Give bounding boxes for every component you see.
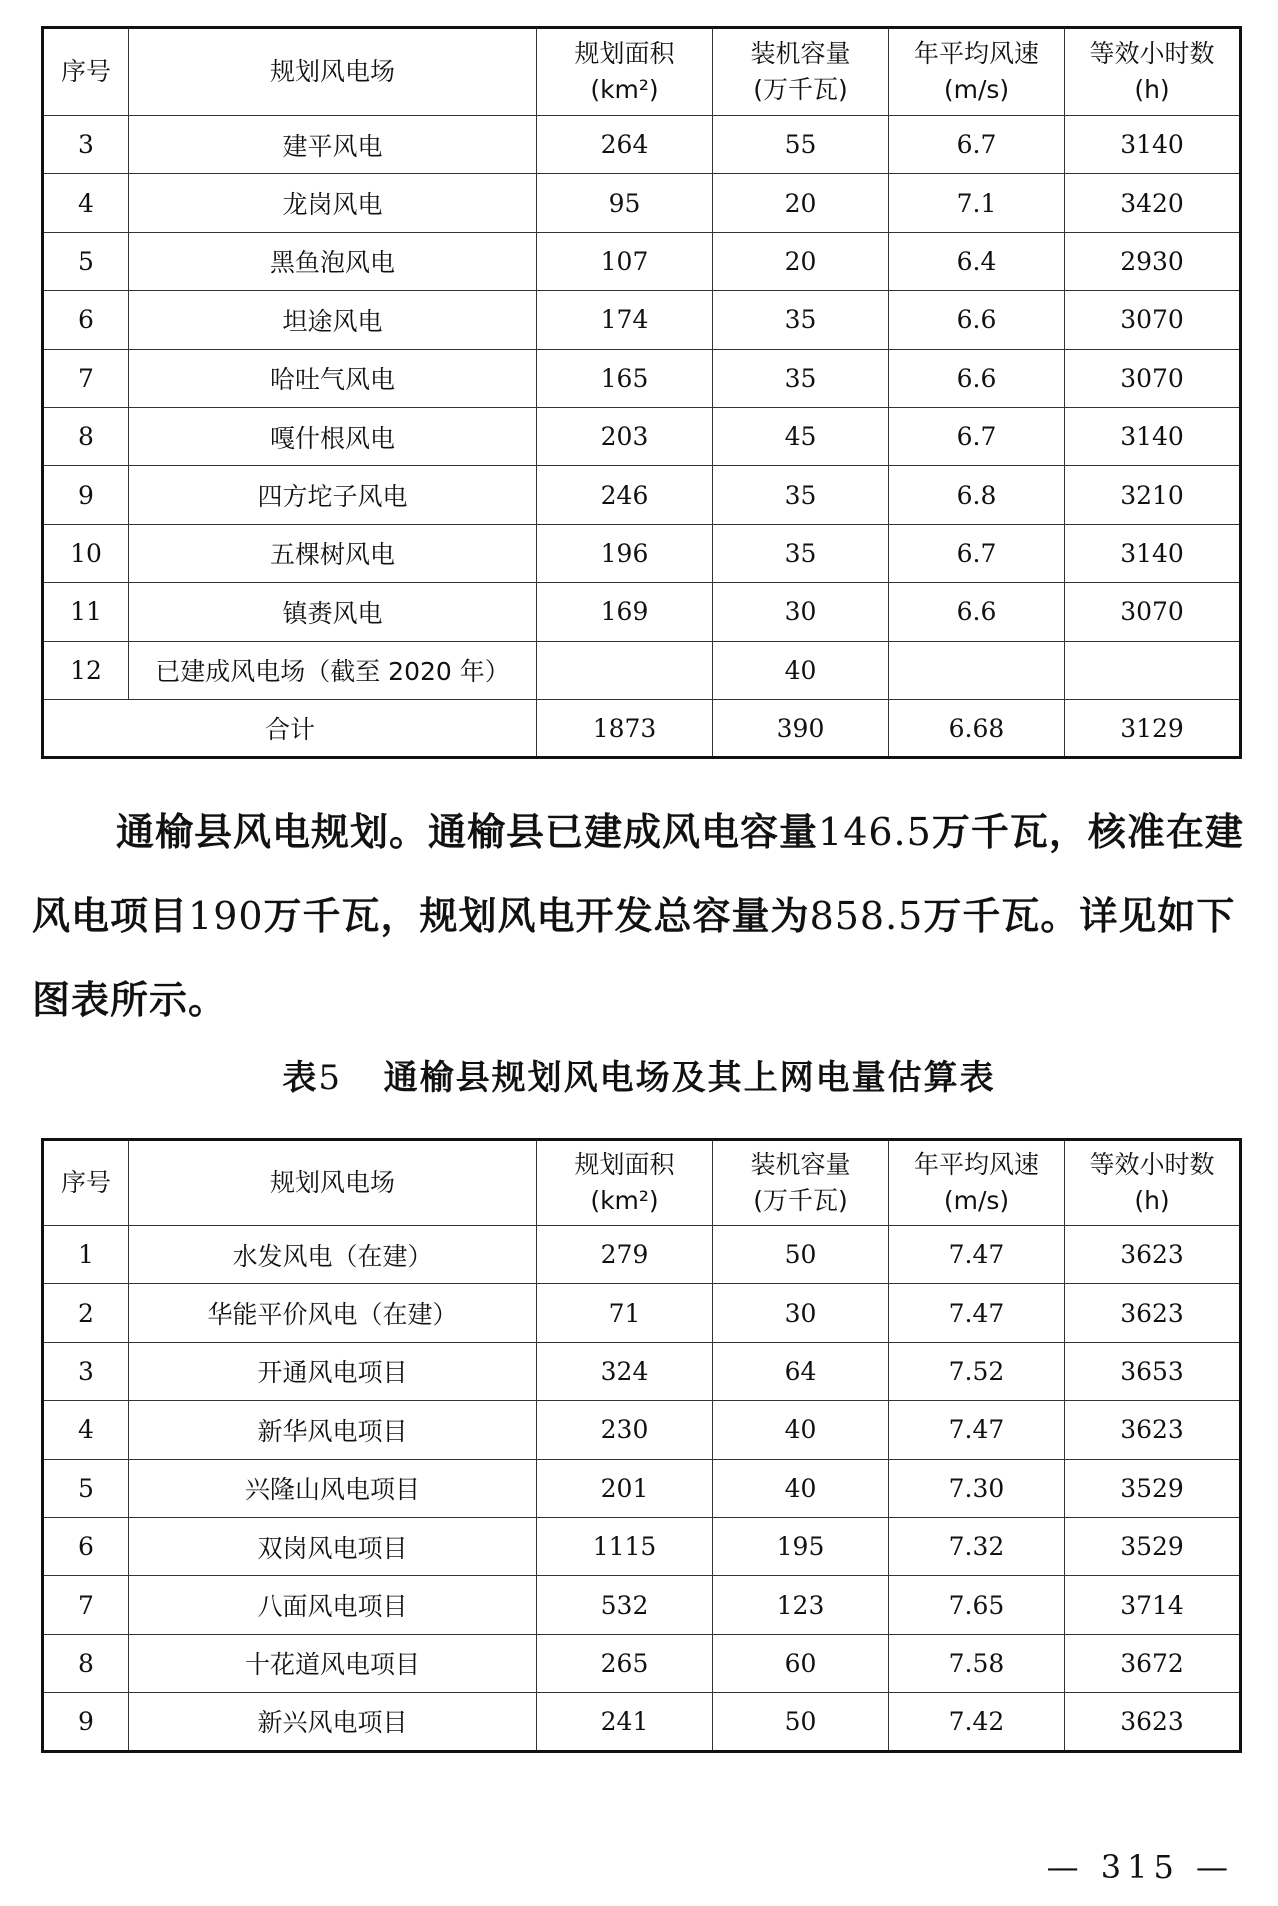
table-row [43, 1634, 1241, 1692]
body-paragraph [32, 790, 1252, 1042]
cell-seq: 11 [43, 583, 129, 641]
table-row [43, 232, 1241, 290]
table-row [43, 407, 1241, 465]
cell-name: 新华风电项目 [129, 1401, 537, 1459]
header-hours [1065, 28, 1241, 116]
cell-speed: 7.52 [889, 1342, 1065, 1400]
cell-area: 169 [537, 583, 713, 641]
cell-seq: 7 [43, 349, 129, 407]
table-row [43, 116, 1241, 174]
table-body [43, 116, 1241, 700]
cell-seq: 9 [43, 466, 129, 524]
cell-area: 230 [537, 1401, 713, 1459]
header-capacity-unit: (万千瓦) [753, 1186, 848, 1215]
header-hours-label: 等效小时数 [1089, 1150, 1215, 1179]
cell-seq: 8 [43, 1634, 129, 1692]
cell-capacity: 35 [713, 524, 889, 582]
table-header-row [43, 28, 1241, 116]
header-hours-unit: (h) [1134, 75, 1170, 104]
cell-area: 324 [537, 1342, 713, 1400]
cell-name: 华能平价风电（在建） [129, 1284, 537, 1342]
cell-name: 四方坨子风电 [129, 466, 537, 524]
cell-capacity: 45 [713, 407, 889, 465]
cell-seq: 5 [43, 232, 129, 290]
cell-seq: 10 [43, 524, 129, 582]
cell-speed: 6.6 [889, 291, 1065, 349]
cell-speed: 7.32 [889, 1517, 1065, 1575]
para-number-2: 190 [188, 894, 264, 938]
cell-seq: 8 [43, 407, 129, 465]
cell-speed: 7.47 [889, 1401, 1065, 1459]
header-area-unit: (km²) [590, 75, 659, 104]
table-row [43, 466, 1241, 524]
cell-area: 265 [537, 1634, 713, 1692]
cell-seq: 6 [43, 1517, 129, 1575]
cell-hours: 3623 [1065, 1226, 1241, 1284]
header-seq: 序号 [43, 28, 129, 116]
table-row [43, 1284, 1241, 1342]
total-area: 1873 [537, 699, 713, 757]
table-row [43, 1693, 1241, 1751]
cell-name: 兴隆山风电项目 [129, 1459, 537, 1517]
cell-hours: 3672 [1065, 1634, 1241, 1692]
cell-name: 已建成风电场（截至 2020 年） [129, 641, 537, 699]
cell-name: 建平风电 [129, 116, 537, 174]
cell-capacity: 40 [713, 1401, 889, 1459]
cell-area: 95 [537, 174, 713, 232]
cell-capacity: 55 [713, 116, 889, 174]
cell-speed: 7.47 [889, 1226, 1065, 1284]
cell-speed [889, 641, 1065, 699]
cell-hours: 3420 [1065, 174, 1241, 232]
cell-hours: 3140 [1065, 524, 1241, 582]
header-area [537, 28, 713, 116]
total-capacity: 390 [713, 699, 889, 757]
cell-seq: 3 [43, 116, 129, 174]
cell-area: 107 [537, 232, 713, 290]
header-capacity-unit: (万千瓦) [753, 75, 848, 104]
cell-hours: 3070 [1065, 583, 1241, 641]
cell-speed: 7.30 [889, 1459, 1065, 1517]
caption-prefix: 表 [282, 1058, 319, 1098]
cell-speed: 6.7 [889, 524, 1065, 582]
cell-capacity: 30 [713, 583, 889, 641]
cell-area: 71 [537, 1284, 713, 1342]
table-row [43, 1226, 1241, 1284]
header-name: 规划风电场 [129, 1140, 537, 1226]
table-header-row [43, 1140, 1241, 1226]
table-row [43, 1342, 1241, 1400]
header-speed-label: 年平均风速 [913, 1150, 1039, 1179]
header-speed-label: 年平均风速 [913, 39, 1039, 68]
cell-hours: 3714 [1065, 1576, 1241, 1634]
para-text-1: 通榆县风电规划。通榆县已建成风电容量 [116, 810, 819, 854]
cell-seq: 6 [43, 291, 129, 349]
cell-capacity: 35 [713, 466, 889, 524]
cell-name: 哈吐气风电 [129, 349, 537, 407]
total-hours: 3129 [1065, 699, 1241, 757]
table-row [43, 1401, 1241, 1459]
header-area-label: 规划面积 [574, 1150, 675, 1179]
cell-speed: 6.8 [889, 466, 1065, 524]
cell-name: 八面风电项目 [129, 1576, 537, 1634]
cell-hours: 3210 [1065, 466, 1241, 524]
cell-seq: 5 [43, 1459, 129, 1517]
cell-area: 201 [537, 1459, 713, 1517]
header-speed-unit: (m/s) [943, 1186, 1010, 1215]
header-hours-unit: (h) [1134, 1186, 1170, 1215]
cell-capacity: 40 [713, 1459, 889, 1517]
cell-area: 203 [537, 407, 713, 465]
cell-name: 十花道风电项目 [129, 1634, 537, 1692]
cell-area: 279 [537, 1226, 713, 1284]
cell-capacity: 40 [713, 641, 889, 699]
cell-area: 1115 [537, 1517, 713, 1575]
cell-name: 新兴风电项目 [129, 1693, 537, 1751]
cell-area: 532 [537, 1576, 713, 1634]
header-seq: 序号 [43, 1140, 129, 1226]
para-text-3: 万千瓦，规划风电开发总容量为 [263, 894, 810, 938]
cell-seq: 1 [43, 1226, 129, 1284]
header-area [537, 1140, 713, 1226]
table-row [43, 583, 1241, 641]
cell-area: 165 [537, 349, 713, 407]
cell-seq: 7 [43, 1576, 129, 1634]
cell-speed: 7.42 [889, 1693, 1065, 1751]
header-area-unit: (km²) [590, 1186, 659, 1215]
cell-area: 264 [537, 116, 713, 174]
cell-speed: 6.4 [889, 232, 1065, 290]
header-hours [1065, 1140, 1241, 1226]
cell-speed: 7.58 [889, 1634, 1065, 1692]
cell-capacity: 35 [713, 349, 889, 407]
cell-speed: 6.6 [889, 583, 1065, 641]
header-area-label: 规划面积 [574, 39, 675, 68]
cell-capacity: 50 [713, 1226, 889, 1284]
cell-hours: 3529 [1065, 1517, 1241, 1575]
cell-hours: 3140 [1065, 407, 1241, 465]
cell-seq: 9 [43, 1693, 129, 1751]
cell-area [537, 641, 713, 699]
table-row [43, 291, 1241, 349]
para-text-2: 万千瓦，核准在建风电项目 [32, 810, 1244, 938]
header-hours-label: 等效小时数 [1089, 39, 1215, 68]
cell-hours: 3070 [1065, 349, 1241, 407]
cell-capacity: 30 [713, 1284, 889, 1342]
cell-seq: 2 [43, 1284, 129, 1342]
header-speed [889, 1140, 1065, 1226]
cell-name: 龙岗风电 [129, 174, 537, 232]
header-speed-unit: (m/s) [943, 75, 1010, 104]
table-row [43, 524, 1241, 582]
cell-name: 镇赉风电 [129, 583, 537, 641]
total-speed: 6.68 [889, 699, 1065, 757]
table-row [43, 174, 1241, 232]
cell-hours: 3070 [1065, 291, 1241, 349]
cell-seq: 4 [43, 174, 129, 232]
cell-speed: 6.7 [889, 116, 1065, 174]
cell-seq: 3 [43, 1342, 129, 1400]
cell-seq: 4 [43, 1401, 129, 1459]
table-row [43, 1459, 1241, 1517]
cell-capacity: 123 [713, 1576, 889, 1634]
total-row [43, 699, 1241, 757]
table-row [43, 1576, 1241, 1634]
cell-speed: 7.1 [889, 174, 1065, 232]
total-label: 合计 [43, 699, 537, 757]
page-number: — 315 — [1046, 1848, 1234, 1886]
cell-hours: 3623 [1065, 1284, 1241, 1342]
cell-hours [1065, 641, 1241, 699]
header-capacity-label: 装机容量 [750, 39, 851, 68]
cell-speed: 6.7 [889, 407, 1065, 465]
cell-seq: 12 [43, 641, 129, 699]
table-row [43, 1517, 1241, 1575]
cell-hours: 3623 [1065, 1693, 1241, 1751]
wind-farm-table-continued [41, 26, 1242, 759]
header-name: 规划风电场 [129, 28, 537, 116]
cell-name: 五棵树风电 [129, 524, 537, 582]
table-row [43, 641, 1241, 699]
cell-speed: 7.65 [889, 1576, 1065, 1634]
caption-number: 5 [318, 1058, 343, 1098]
cell-name: 嘎什根风电 [129, 407, 537, 465]
para-number-1: 146.5 [818, 810, 932, 854]
cell-hours: 3140 [1065, 116, 1241, 174]
cell-area: 174 [537, 291, 713, 349]
header-capacity-label: 装机容量 [750, 1150, 851, 1179]
cell-capacity: 20 [713, 232, 889, 290]
cell-hours: 3529 [1065, 1459, 1241, 1517]
header-speed [889, 28, 1065, 116]
cell-capacity: 195 [713, 1517, 889, 1575]
caption-title: 通榆县规划风电场及其上网电量估算表 [383, 1058, 996, 1098]
para-number-3: 858.5 [809, 894, 924, 938]
cell-hours: 3623 [1065, 1401, 1241, 1459]
cell-capacity: 64 [713, 1342, 889, 1400]
table-row [43, 349, 1241, 407]
cell-capacity: 60 [713, 1634, 889, 1692]
cell-name: 坦途风电 [129, 291, 537, 349]
header-capacity [713, 28, 889, 116]
cell-speed: 7.47 [889, 1284, 1065, 1342]
table-body [43, 1226, 1241, 1752]
cell-area: 196 [537, 524, 713, 582]
table-caption [0, 1050, 1278, 1099]
cell-capacity: 20 [713, 174, 889, 232]
cell-area: 241 [537, 1693, 713, 1751]
cell-name: 黑鱼泡风电 [129, 232, 537, 290]
cell-name: 水发风电（在建） [129, 1226, 537, 1284]
cell-name: 双岗风电项目 [129, 1517, 537, 1575]
cell-area: 246 [537, 466, 713, 524]
cell-capacity: 35 [713, 291, 889, 349]
cell-capacity: 50 [713, 1693, 889, 1751]
header-capacity [713, 1140, 889, 1226]
para-text-4: 万千瓦。详见如下图表所示。 [32, 894, 1236, 1022]
cell-hours: 2930 [1065, 232, 1241, 290]
cell-name: 开通风电项目 [129, 1342, 537, 1400]
wind-farm-table-5 [41, 1138, 1242, 1753]
cell-speed: 6.6 [889, 349, 1065, 407]
cell-hours: 3653 [1065, 1342, 1241, 1400]
